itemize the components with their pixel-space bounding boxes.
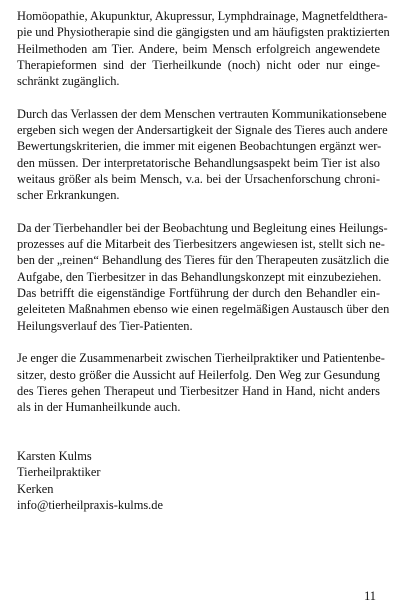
text-line: prozesses auf die Mitarbeit des Tierbesitzers angewiesen ist, stellt sich ne- [17,237,385,252]
text-line: Therapieformen sind der Tierheilkunde (noch) nicht oder nur einge- [17,57,380,72]
signature-block [17,448,380,513]
text-line: weitaus größer als beim Mensch, v.a. bei der Ursachenforschung chroni- [17,171,380,186]
text-line: schränkt zugänglich. [17,74,120,89]
paragraph-spacer [17,415,380,431]
text-line: ben der „reinen“ Behandlung des Tieres für den Therapeuten zusätzlich die [17,253,390,268]
text-line: des Tieres gehen Therapeut und Tierbesitzer Hand in Hand, nicht anders [17,383,380,398]
text-line: als in der Humanheilkunde auch. [17,400,181,415]
author-email: info@tierheilpraxis-kulms.de [17,497,163,512]
text-line: Da der Tierbehandler bei der Beobachtung und Begleitung eines Heilungs- [17,220,388,235]
text-line: Das betrifft die eigenständige Fortführung der durch den Behandler ein- [17,286,380,301]
paragraph-3 [17,220,390,334]
paragraph-spacer [17,334,380,350]
text-line: ergeben sich wegen der Andersartigkeit der Signale des Tieres auch andere [17,123,388,138]
author-name: Karsten Kulms [17,449,92,464]
text-line: Homöopathie, Akupunktur, Akupressur, Lymphdrainage, Magnetfeldthera- [17,9,388,23]
page-number: 11 [364,589,376,603]
text-line: Je enger die Zusammenarbeit zwischen Tierheilpraktiker und Patientenbe- [17,351,385,366]
paragraph-spacer [17,89,380,105]
text-line: Heilmethoden am Tier. Andere, beim Mensch erfolgreich angewendete [17,41,380,56]
text-line: Heilungsverlauf des Tier-Patienten. [17,318,193,333]
text-line: geleiteten Maßnahmen ebenso wie einen regelmäßigen Austausch über den [17,302,390,317]
text-line: pie und Physiotherapie sind die gängigsten und am häufigsten praktizierten [17,25,390,40]
text-line: Durch das Verlassen der dem Menschen vertrauten Kommunikationsebene [17,106,387,121]
paragraph-spacer [17,432,380,448]
text-line: scher Erkrankungen. [17,188,120,203]
paragraph-4 [17,350,385,415]
author-title: Tierheilpraktiker [17,465,101,480]
author-place: Kerken [17,481,54,496]
paragraph-2 [17,106,388,204]
paragraph-spacer [17,204,380,220]
text-line: Aufgabe, den Tierbesitzer in das Behandlungskonzept mit einzubeziehen. [17,269,382,284]
text-line: sitzer, desto größer die Aussicht auf Heilerfolg. Den Weg zur Gesundung [17,367,380,382]
text-line: den müssen. Der interpretatorische Behandlungsaspekt beim Tier ist also [17,155,380,170]
document-page [17,8,390,513]
paragraph-1 [17,8,390,89]
text-line: Bewertungskriterien, die immer mit eigenen Beobachtungen ergänzt wer- [17,139,382,154]
